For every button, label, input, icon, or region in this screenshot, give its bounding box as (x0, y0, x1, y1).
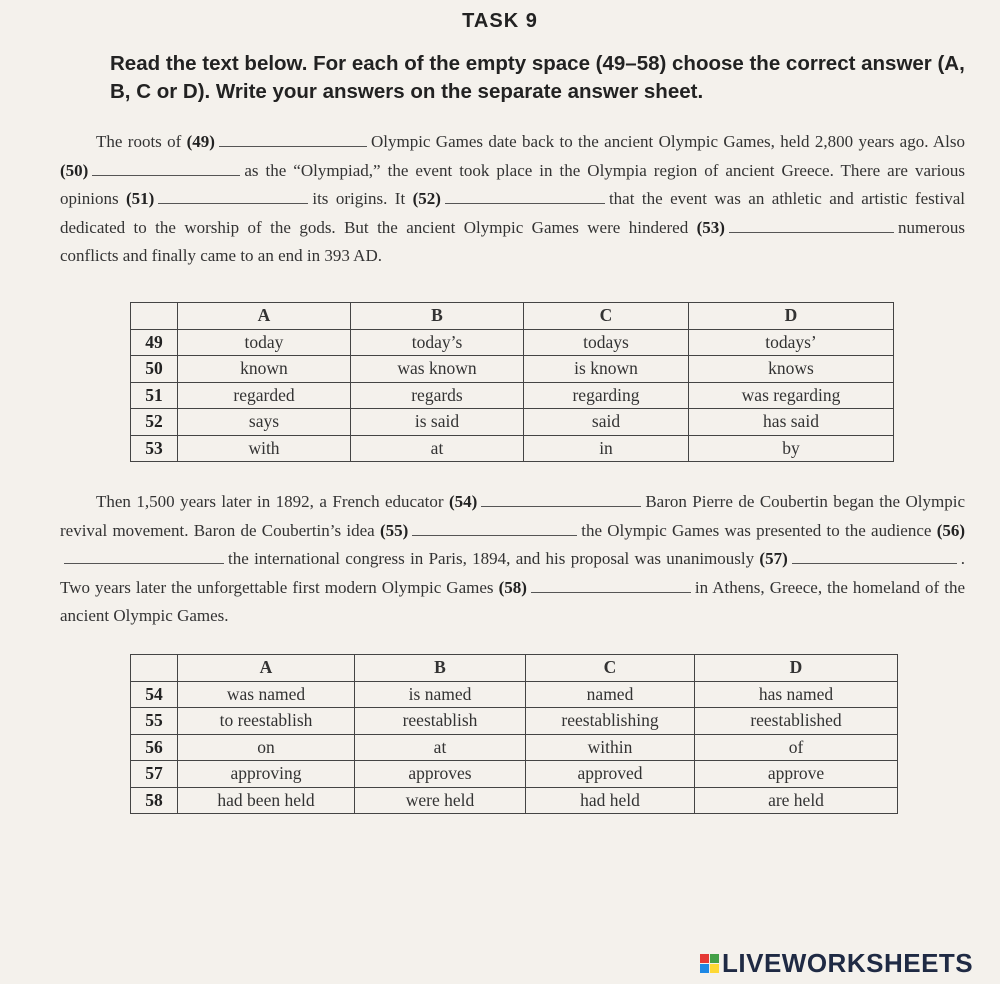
table-row (131, 356, 894, 383)
logo-square-blue (700, 964, 709, 973)
row-number: 57 (131, 761, 178, 788)
gap-number-52: (52) (412, 189, 441, 208)
option-b[interactable]: reestablish (355, 708, 526, 735)
gap-number-55: (55) (379, 520, 409, 540)
options-table-1 (130, 302, 894, 462)
option-a[interactable]: approving (178, 761, 355, 788)
gap-number-53: (53) (696, 217, 725, 237)
option-a[interactable]: had been held (178, 787, 355, 814)
answer-blank-56[interactable] (64, 549, 224, 564)
option-d[interactable]: of (695, 734, 898, 761)
table-row (131, 329, 894, 356)
option-b[interactable]: approves (355, 761, 526, 788)
answer-blank-50[interactable] (92, 161, 240, 176)
gap-number-49: (49) (186, 132, 215, 151)
row-number: 50 (131, 356, 178, 383)
answer-blank-55[interactable] (412, 521, 577, 536)
paragraph-1 (60, 128, 965, 271)
row-number: 55 (131, 708, 178, 735)
row-number: 52 (131, 409, 178, 436)
answer-blank-53[interactable] (729, 218, 894, 233)
gap-number-51: (51) (126, 189, 155, 208)
table-header-row (131, 303, 894, 330)
text-span: that the event was an athletic and artistic festival dedicated to the worship of the gods. But the ancient Olympic Games were hindered (60, 189, 965, 237)
option-d[interactable]: by (689, 435, 894, 462)
option-c[interactable]: within (526, 734, 695, 761)
option-a[interactable]: with (178, 435, 351, 462)
paragraph-2 (60, 488, 965, 631)
option-c[interactable]: reestablishing (526, 708, 695, 735)
gap-number-57: (57) (759, 549, 788, 568)
option-a[interactable]: says (178, 409, 351, 436)
column-header-b: B (355, 655, 526, 682)
gap-number-58: (58) (498, 577, 527, 597)
option-d[interactable]: todays’ (689, 329, 894, 356)
row-number: 54 (131, 681, 178, 708)
text-span: its origins. It (312, 189, 413, 208)
answer-blank-51[interactable] (158, 189, 308, 204)
option-a[interactable]: was named (178, 681, 355, 708)
column-header-b: B (351, 303, 524, 330)
option-b[interactable]: at (351, 435, 524, 462)
option-b[interactable]: at (355, 734, 526, 761)
option-c[interactable]: approved (526, 761, 695, 788)
text-span: as the “Olympiad,” the event took place in the Olympia region of ancient Greece. There are various opinions (60, 160, 965, 208)
text-span: Then 1,500 years later in 1892, a French educator (96, 492, 449, 511)
text-span: the Olympic Games was presented to the audience (581, 520, 937, 540)
table-row (131, 435, 894, 462)
table-row (131, 787, 898, 814)
text-span: Baron Pierre de Coubertin began the Olympic revival movement. Baron de Coubertin’s idea (60, 492, 965, 540)
logo-square-red (700, 954, 709, 963)
options-table-2 (130, 654, 898, 814)
table-row (131, 761, 898, 788)
text-span: . Two years later the unforgettable first modern Olympic Games (60, 549, 965, 597)
answer-blank-54[interactable] (481, 492, 641, 507)
task-title: TASK 9 (462, 10, 538, 32)
option-b[interactable]: today’s (351, 329, 524, 356)
instructions: Read the text below. For each of the empty space (49–58) choose the correct answer (A, B, C or D). Write your answers on the separate answer sheet. (110, 52, 965, 103)
row-number: 53 (131, 435, 178, 462)
column-header-d: D (695, 655, 898, 682)
row-number: 58 (131, 787, 178, 814)
text-span: the international congress in Paris, 1894, and his proposal was unanimously (228, 549, 760, 568)
table-row (131, 382, 894, 409)
logo-grid-icon (700, 954, 719, 973)
gap-number-56: (56) (936, 520, 966, 540)
option-d[interactable]: knows (689, 356, 894, 383)
row-number: 49 (131, 329, 178, 356)
column-header-a: A (178, 655, 355, 682)
table-row (131, 708, 898, 735)
corner-cell (131, 303, 178, 330)
gap-number-54: (54) (448, 492, 478, 511)
option-c[interactable]: todays (524, 329, 689, 356)
option-a[interactable]: regarded (178, 382, 351, 409)
option-c[interactable]: in (524, 435, 689, 462)
option-b[interactable]: is said (351, 409, 524, 436)
gap-number-50: (50) (60, 160, 89, 180)
table-row (131, 409, 894, 436)
option-d[interactable]: has said (689, 409, 894, 436)
table-row (131, 734, 898, 761)
option-c[interactable]: named (526, 681, 695, 708)
option-b[interactable]: was known (351, 356, 524, 383)
table-row (131, 681, 898, 708)
option-b[interactable]: regards (351, 382, 524, 409)
column-header-c: C (524, 303, 689, 330)
option-c[interactable]: had held (526, 787, 695, 814)
option-c[interactable]: said (524, 409, 689, 436)
column-header-a: A (178, 303, 351, 330)
column-header-c: C (526, 655, 695, 682)
option-b[interactable]: is named (355, 681, 526, 708)
row-number: 51 (131, 382, 178, 409)
option-a[interactable]: known (178, 356, 351, 383)
text-span: The roots of (96, 132, 187, 151)
column-header-d: D (689, 303, 894, 330)
answer-blank-58[interactable] (531, 578, 691, 593)
option-d[interactable]: has named (695, 681, 898, 708)
option-d[interactable]: reestablished (695, 708, 898, 735)
option-a[interactable]: to reestablish (178, 708, 355, 735)
option-a[interactable]: on (178, 734, 355, 761)
liveworksheets-logo[interactable] (700, 948, 973, 979)
answer-blank-49[interactable] (219, 132, 367, 147)
option-b[interactable]: were held (355, 787, 526, 814)
text-span: in Athens, Greece, the homeland of the ancient Olympic Games. (60, 577, 965, 625)
option-d[interactable]: are held (695, 787, 898, 814)
logo-square-yellow (710, 964, 719, 973)
text-span: Olympic Games date back to the ancient Olympic Games, held 2,800 years ago. Also (370, 132, 965, 151)
option-d[interactable]: approve (695, 761, 898, 788)
corner-cell (131, 655, 178, 682)
option-a[interactable]: today (178, 329, 351, 356)
table-header-row (131, 655, 898, 682)
answer-blank-52[interactable] (445, 189, 605, 204)
logo-text: LIVEWORKSHEETS (722, 948, 974, 978)
text-span: numerous conflicts and finally came to an end in 393 AD. (60, 217, 965, 265)
answer-blank-57[interactable] (792, 549, 957, 564)
option-c[interactable]: is known (524, 356, 689, 383)
row-number: 56 (131, 734, 178, 761)
option-c[interactable]: regarding (524, 382, 689, 409)
option-d[interactable]: was regarding (689, 382, 894, 409)
logo-square-green (710, 954, 719, 963)
